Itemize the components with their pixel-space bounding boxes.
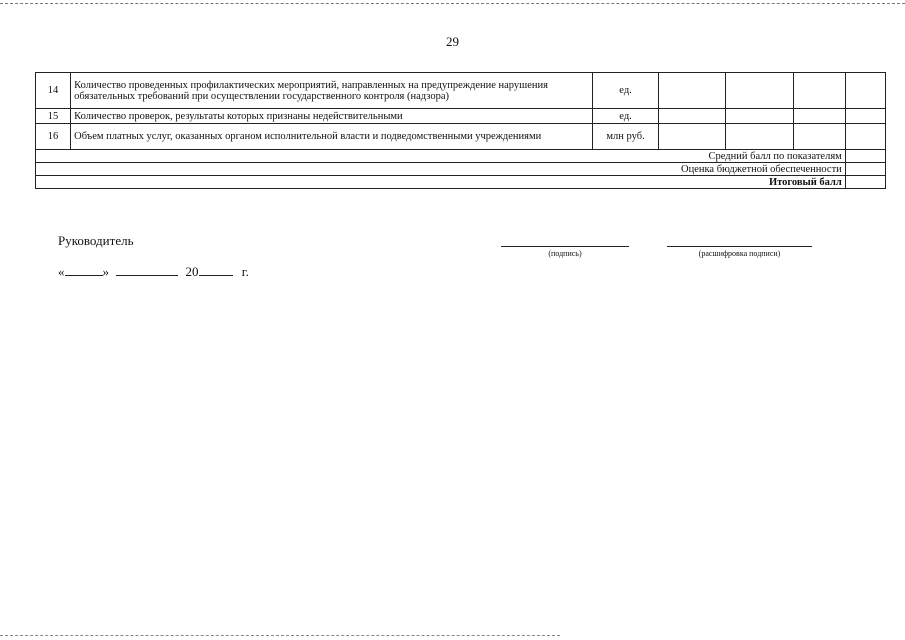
date-line [58,263,249,280]
average-score-value [845,150,885,163]
scan-edge-bottom [0,635,560,637]
budget-score-value [845,163,885,176]
row-number: 16 [36,124,71,150]
value-cell [845,124,885,150]
signature-decode-caption: (расшифровка подписи) [698,249,781,258]
signature-line [501,246,629,247]
scan-edge-top [0,3,905,5]
value-cell [793,73,845,109]
page-number: 29 [446,34,459,49]
value-cell [793,109,845,124]
row-unit: млн руб. [592,124,658,150]
average-score-label: Средний балл по показателям [36,150,846,163]
row-indicator: Количество проверок, результаты которых признаны недействительными [71,109,593,124]
row-unit: ед. [592,109,658,124]
summary-row-total [36,176,886,189]
year-prefix: 20 [185,264,199,279]
signature-caption: (подпись) [548,249,582,258]
year-suffix: г. [241,264,249,279]
year-blank [199,263,233,276]
signatory-role: Руководитель [58,233,134,248]
budget-score-label: Оценка бюджетной обеспеченности [36,163,846,176]
signature-decode-field [667,246,812,258]
value-cell [659,124,726,150]
total-score-label: Итоговый балл [36,176,846,189]
row-indicator: Объем платных услуг, оказанных органом исполнительной власти и подведомственными учреждениями [71,124,593,150]
value-cell [726,109,793,124]
indicators-table [35,72,886,189]
value-cell [726,73,793,109]
value-cell [845,73,885,109]
total-score-value [845,176,885,189]
signature-decode-line [667,246,812,247]
table-row [36,124,886,150]
value-cell [659,109,726,124]
value-cell [793,124,845,150]
value-cell [845,109,885,124]
row-number: 14 [36,73,71,109]
signature-field [501,246,629,258]
date-open-quote: « [58,264,65,279]
table-row [36,73,886,109]
row-indicator: Количество проведенных профилактических мероприятий, направленных на предупреждение нарушения обязательных требований при осуществлении государственного контроля (надзора) [71,73,593,109]
row-number: 15 [36,109,71,124]
table-row [36,109,886,124]
day-blank [65,263,103,276]
value-cell [726,124,793,150]
summary-row-average [36,150,886,163]
summary-row-budget [36,163,886,176]
value-cell [659,73,726,109]
date-close-quote: » [102,264,109,279]
row-unit: ед. [592,73,658,109]
month-blank [116,263,178,276]
